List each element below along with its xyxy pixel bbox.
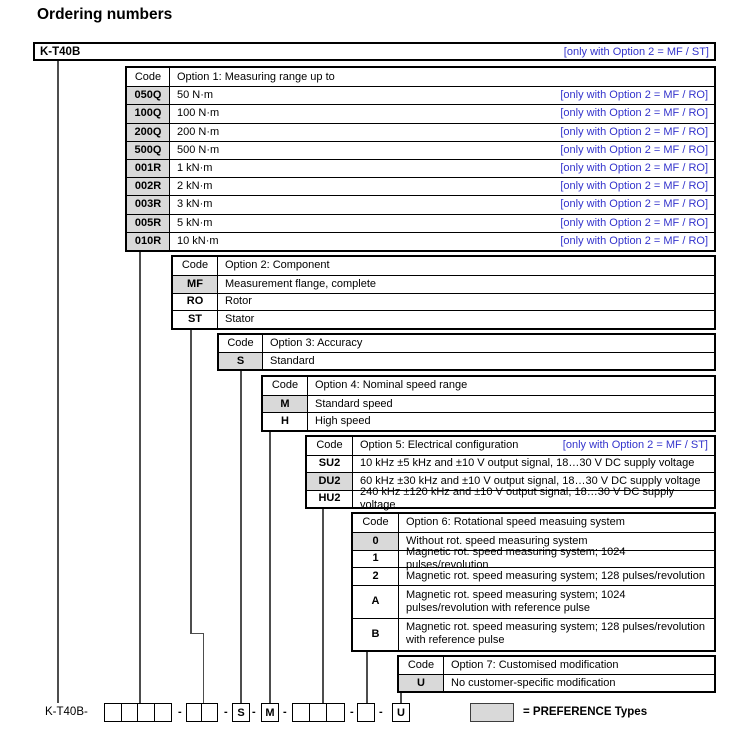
connector-line: [139, 252, 141, 703]
table-header-row: [127, 68, 714, 86]
description-text: 3 kN·m: [177, 198, 213, 211]
row-note: [only with Option 2 = MF / RO]: [560, 180, 708, 193]
description-cell: [308, 413, 714, 430]
order-code-box: [326, 703, 345, 722]
table-row: [173, 275, 714, 293]
table-row: [127, 214, 714, 232]
code-cell: A: [353, 586, 399, 618]
row-note: [only with Option 2 = MF / RO]: [560, 89, 708, 102]
description-text: 5 kN·m: [177, 216, 213, 229]
table-row: [127, 86, 714, 104]
option-4-table: [261, 375, 716, 432]
order-letter-box-group: [232, 703, 250, 722]
description-cell: [399, 586, 714, 618]
code-cell: RO: [173, 294, 218, 311]
description-text: Magnetic rot. speed measuring system; 128 pulses/revolution: [406, 570, 705, 583]
description-cell: [218, 276, 714, 293]
code-cell: DU2: [307, 473, 353, 490]
table-header-row: [307, 437, 714, 455]
code-cell: S: [219, 353, 263, 369]
order-letter-box-group: [392, 703, 410, 722]
description-cell: [218, 311, 714, 328]
option-header-cell: [353, 437, 714, 455]
code-cell: U: [399, 675, 444, 691]
table-row: [263, 395, 714, 413]
code-cell: 500Q: [127, 142, 170, 159]
description-cell: [170, 105, 714, 122]
order-code-box: [357, 703, 375, 722]
description-text: High speed: [315, 415, 371, 428]
code-cell: 003R: [127, 196, 170, 213]
option-1-table: [125, 66, 716, 252]
option-2-table: [171, 255, 716, 330]
code-cell: 1: [353, 551, 399, 568]
code-column-header: Code: [353, 514, 399, 532]
code-cell: 010R: [127, 233, 170, 250]
code-cell: SU2: [307, 456, 353, 473]
description-cell: [170, 233, 714, 250]
code-cell: 200Q: [127, 124, 170, 141]
code-cell: 2: [353, 568, 399, 585]
order-code-box-group: [357, 703, 375, 722]
description-text: 240 kHz ±120 kHz and ±10 V output signal, 18…30 V DC supply voltage: [360, 485, 675, 511]
order-code-box-group: [292, 703, 345, 722]
description-cell: [170, 196, 714, 213]
description-text: 100 N·m: [177, 107, 220, 120]
code-cell: 0: [353, 533, 399, 550]
order-code-box: [121, 703, 139, 722]
description-text: Without rot. speed measuring system: [406, 534, 588, 547]
order-code-prefix: K-T40B-: [45, 706, 88, 718]
description-text: 50 N·m: [177, 89, 214, 102]
table-row: [353, 567, 714, 585]
description-cell: [170, 215, 714, 232]
description-text: Rotor: [225, 295, 252, 308]
description-text: No customer-specific modification: [451, 676, 616, 689]
order-code-box: [201, 703, 218, 722]
connector-line: [240, 371, 242, 703]
table-row: [127, 104, 714, 122]
order-letter-box: M: [261, 703, 279, 722]
option-header-label: Option 1: Measuring range up to: [177, 70, 335, 83]
description-cell: [308, 396, 714, 413]
row-note: [only with Option 2 = MF / RO]: [560, 234, 708, 247]
code-column-header: Code: [307, 437, 353, 455]
description-cell: [353, 456, 714, 473]
description-text: 2 kN·m: [177, 180, 213, 193]
code-column-header: Code: [399, 657, 444, 674]
description-cell: [399, 545, 714, 571]
table-row: [353, 545, 714, 571]
table-row: [263, 412, 714, 430]
order-code-box: [292, 703, 311, 722]
table-row: [173, 293, 714, 311]
order-code-separator: -: [178, 706, 182, 718]
code-column-header: Code: [173, 257, 218, 275]
order-letter-box: U: [392, 703, 410, 722]
row-note: [only with Option 2 = MF / RO]: [560, 216, 708, 229]
row-note: [only with Option 2 = MF / RO]: [560, 198, 708, 211]
row-note: [only with Option 2 = MF / RO]: [560, 162, 708, 175]
description-text: 1 kN·m: [177, 162, 213, 175]
option-header-cell: [399, 514, 714, 532]
preference-legend-label: = PREFERENCE Types: [523, 706, 648, 718]
table-header-row: [353, 514, 714, 532]
option-7-table: [397, 655, 716, 693]
description-text: Magnetic rot. speed measuring system; 1024 pulses/revolution with reference pulse: [406, 588, 626, 614]
option-header-cell: [444, 657, 714, 674]
code-cell: H: [263, 413, 308, 430]
description-cell: [218, 294, 714, 311]
order-code-box-group: [186, 703, 218, 722]
option-header-label: Option 6: Rotational speed measuing system: [406, 516, 625, 529]
code-column-header: Code: [219, 335, 263, 352]
option-header-cell: [263, 335, 714, 352]
option-header-cell: [218, 257, 714, 275]
code-cell: 100Q: [127, 105, 170, 122]
option-6-table: [351, 512, 716, 652]
description-text: 60 kHz ±30 kHz and ±10 V output signal, 18…30 V DC supply voltage: [360, 474, 701, 487]
order-code-separator: -: [379, 706, 383, 718]
code-cell: 001R: [127, 160, 170, 177]
description-text: Measurement flange, complete: [225, 277, 377, 290]
description-cell: [170, 178, 714, 195]
option-5-table: [305, 435, 716, 509]
row-note: [only with Option 2 = MF / RO]: [560, 143, 708, 156]
description-text: Stator: [225, 313, 255, 326]
row-note: [only with Option 2 = MF / RO]: [560, 125, 708, 138]
code-cell: HU2: [307, 491, 353, 508]
table-row: [127, 177, 714, 195]
description-text: Magnetic rot. speed measuring system; 1024 pulses/revolution: [406, 545, 626, 571]
code-column-header: Code: [127, 68, 170, 86]
order-code-separator: -: [283, 706, 287, 718]
table-row: [173, 310, 714, 328]
description-cell: [399, 568, 714, 585]
page-title: Ordering numbers: [37, 6, 173, 23]
row-note: [only with Option 2 = MF / RO]: [560, 107, 708, 120]
table-header-row: [263, 377, 714, 395]
order-code-box-group: [104, 703, 172, 722]
connector-line: [322, 509, 324, 703]
code-cell: MF: [173, 276, 218, 293]
table-header-row: [173, 257, 714, 275]
description-text: 500 N·m: [177, 143, 220, 156]
order-code-separator: -: [350, 706, 354, 718]
connector-line: [190, 330, 192, 634]
code-cell: ST: [173, 311, 218, 328]
table-row: [307, 455, 714, 473]
description-cell: [444, 675, 714, 691]
connector-line: [203, 633, 205, 703]
description-cell: [170, 142, 714, 159]
code-cell: B: [353, 619, 399, 651]
connector-line: [269, 432, 271, 703]
code-cell: 002R: [127, 178, 170, 195]
table-row: [353, 618, 714, 651]
code-cell: M: [263, 396, 308, 413]
option-header-label: Option 2: Component: [225, 259, 330, 272]
description-text: Standard: [270, 354, 315, 367]
order-code-box: [154, 703, 172, 722]
table-row: [127, 123, 714, 141]
order-code-separator: -: [224, 706, 228, 718]
connector-line: [57, 61, 59, 703]
order-letter-box: S: [232, 703, 250, 722]
order-code-box: [309, 703, 328, 722]
table-row: [399, 674, 714, 691]
connector-line: [400, 693, 402, 703]
table-header-row: [399, 657, 714, 674]
description-text: Standard speed: [315, 397, 393, 410]
code-column-header: Code: [263, 377, 308, 395]
description-cell: [170, 87, 714, 104]
preference-legend-swatch: [470, 703, 514, 722]
option-header-label: Option 5: Electrical configuration: [360, 439, 519, 452]
table-row: [219, 352, 714, 369]
code-cell: 005R: [127, 215, 170, 232]
table-row: [127, 159, 714, 177]
order-code-box: [137, 703, 155, 722]
order-code-separator: -: [252, 706, 256, 718]
option-3-table: [217, 333, 716, 371]
option-header-cell: [308, 377, 714, 395]
table-header-row: [219, 335, 714, 352]
table-row: [127, 232, 714, 250]
table-row: [127, 195, 714, 213]
order-code-box: [104, 703, 122, 722]
option-header-cell: [170, 68, 714, 86]
table-row: [353, 585, 714, 618]
description-text: 10 kHz ±5 kHz and ±10 V output signal, 18…30 V DC supply voltage: [360, 457, 695, 470]
description-cell: [170, 160, 714, 177]
table-row: [307, 485, 714, 511]
description-cell: [263, 353, 714, 369]
description-cell: [353, 485, 714, 511]
description-text: 200 N·m: [177, 125, 220, 138]
description-text: Magnetic rot. speed measuring system; 128 pulses/revolution with reference pulse: [406, 621, 705, 647]
table-row: [127, 141, 714, 159]
order-letter-box-group: [261, 703, 279, 722]
option-header-note: [only with Option 2 = MF / ST]: [562, 439, 708, 452]
option-header-label: Option 4: Nominal speed range: [315, 379, 468, 392]
description-cell: [170, 124, 714, 141]
root-product-row: [33, 42, 716, 61]
description-cell: [399, 619, 714, 651]
option-header-label: Option 3: Accuracy: [270, 337, 363, 349]
description-text: 10 kN·m: [177, 234, 219, 247]
root-product-label: K-T40B: [40, 45, 81, 58]
connector-line: [366, 652, 368, 703]
option-header-label: Option 7: Customised modification: [451, 659, 619, 671]
code-cell: 050Q: [127, 87, 170, 104]
root-product-note: [only with Option 2 = MF / ST]: [563, 45, 709, 58]
